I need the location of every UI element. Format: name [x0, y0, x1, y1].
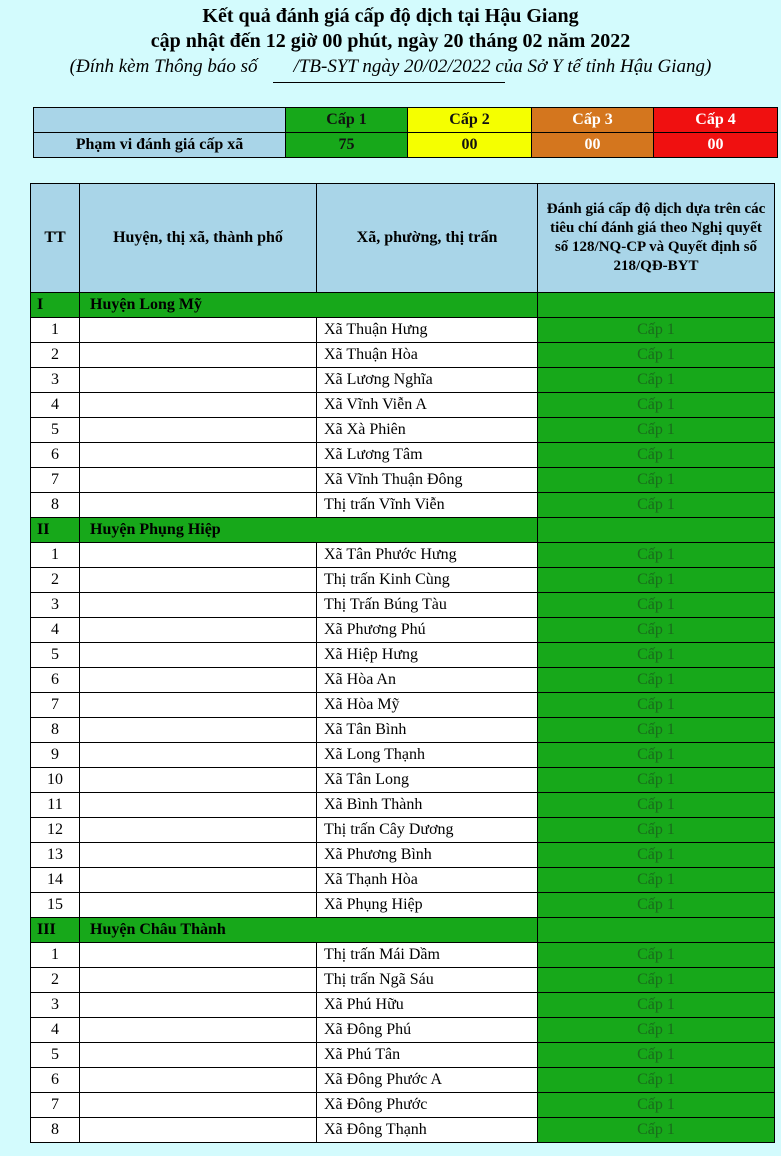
district-group-row	[31, 293, 775, 318]
level-cell: Cấp 1	[538, 1093, 775, 1118]
col-header-tt: TT	[31, 184, 80, 293]
row-number: 2	[31, 568, 80, 593]
district-cell	[80, 643, 317, 668]
table-row	[31, 818, 775, 843]
commune-name: Xã Phú Tân	[317, 1043, 538, 1068]
table-row	[31, 343, 775, 368]
commune-name: Xã Đông Phước A	[317, 1068, 538, 1093]
attachment-note-suffix: /TB-SYT ngày 20/02/2022 của Sở Y tế tỉnh Hậu Giang)	[293, 56, 712, 77]
level-cell: Cấp 1	[538, 968, 775, 993]
level-cell: Cấp 1	[538, 543, 775, 568]
table-row	[31, 618, 775, 643]
report-attachment-note	[0, 55, 781, 79]
row-number: 7	[31, 693, 80, 718]
summary-row-label: Phạm vi đánh giá cấp xã	[34, 133, 286, 158]
row-number: 2	[31, 343, 80, 368]
table-body	[31, 293, 775, 1143]
district-cell	[80, 668, 317, 693]
district-cell	[80, 468, 317, 493]
district-cell	[80, 443, 317, 468]
row-number: 5	[31, 643, 80, 668]
table-row	[31, 843, 775, 868]
row-number: 4	[31, 1018, 80, 1043]
district-level-cell	[538, 918, 775, 943]
commune-name: Xã Phương Phú	[317, 618, 538, 643]
district-cell	[80, 843, 317, 868]
level-1-header: Cấp 1	[286, 108, 408, 133]
district-cell	[80, 1068, 317, 1093]
level-cell: Cấp 1	[538, 793, 775, 818]
table-row	[31, 993, 775, 1018]
district-cell	[80, 343, 317, 368]
commune-name: Xã Đông Phú	[317, 1018, 538, 1043]
summary-corner-cell	[34, 108, 286, 133]
assessment-table	[30, 183, 775, 1143]
district-cell	[80, 1118, 317, 1143]
row-number: 3	[31, 593, 80, 618]
row-number: 6	[31, 1068, 80, 1093]
commune-name: Xã Xà Phiên	[317, 418, 538, 443]
table-row	[31, 468, 775, 493]
level-2-count: 00	[408, 133, 532, 158]
commune-name: Xã Phương Bình	[317, 843, 538, 868]
district-name: Huyện Phụng Hiệp	[80, 518, 538, 543]
district-name: Huyện Long Mỹ	[80, 293, 538, 318]
row-number: 4	[31, 393, 80, 418]
row-number: 1	[31, 543, 80, 568]
commune-name: Xã Đông Thạnh	[317, 1118, 538, 1143]
level-cell: Cấp 1	[538, 818, 775, 843]
level-cell: Cấp 1	[538, 318, 775, 343]
level-cell: Cấp 1	[538, 893, 775, 918]
commune-name: Xã Tân Phước Hưng	[317, 543, 538, 568]
level-cell: Cấp 1	[538, 868, 775, 893]
district-cell	[80, 1018, 317, 1043]
commune-name: Xã Hòa Mỹ	[317, 693, 538, 718]
district-cell	[80, 568, 317, 593]
table-row	[31, 1018, 775, 1043]
district-cell	[80, 393, 317, 418]
commune-name: Xã Vĩnh Thuận Đông	[317, 468, 538, 493]
level-cell: Cấp 1	[538, 468, 775, 493]
level-cell: Cấp 1	[538, 993, 775, 1018]
table-row	[31, 793, 775, 818]
level-cell: Cấp 1	[538, 1118, 775, 1143]
row-number: 6	[31, 668, 80, 693]
district-cell	[80, 1043, 317, 1068]
table-row	[31, 318, 775, 343]
table-row	[31, 1043, 775, 1068]
row-number: 11	[31, 793, 80, 818]
level-cell: Cấp 1	[538, 1018, 775, 1043]
row-number: 12	[31, 818, 80, 843]
district-cell	[80, 818, 317, 843]
district-roman-number: II	[31, 518, 80, 543]
row-number: 1	[31, 318, 80, 343]
level-4-count: 00	[654, 133, 778, 158]
table-row	[31, 718, 775, 743]
district-roman-number: I	[31, 293, 80, 318]
level-cell: Cấp 1	[538, 393, 775, 418]
level-cell: Cấp 1	[538, 768, 775, 793]
level-cell: Cấp 1	[538, 493, 775, 518]
level-cell: Cấp 1	[538, 693, 775, 718]
level-cell: Cấp 1	[538, 593, 775, 618]
commune-name: Xã Đông Phước	[317, 1093, 538, 1118]
row-number: 5	[31, 418, 80, 443]
row-number: 8	[31, 1118, 80, 1143]
table-row	[31, 968, 775, 993]
district-cell	[80, 718, 317, 743]
row-number: 8	[31, 718, 80, 743]
row-number: 4	[31, 618, 80, 643]
district-level-cell	[538, 293, 775, 318]
row-number: 7	[31, 468, 80, 493]
row-number: 1	[31, 943, 80, 968]
level-4-header: Cấp 4	[654, 108, 778, 133]
commune-name: Xã Thuận Hòa	[317, 343, 538, 368]
level-2-header: Cấp 2	[408, 108, 532, 133]
level-3-count: 00	[532, 133, 654, 158]
district-cell	[80, 893, 317, 918]
table-row	[31, 1068, 775, 1093]
row-number: 9	[31, 743, 80, 768]
row-number: 5	[31, 1043, 80, 1068]
summary-table	[33, 107, 778, 158]
district-cell	[80, 993, 317, 1018]
level-cell: Cấp 1	[538, 643, 775, 668]
commune-name: Xã Bình Thành	[317, 793, 538, 818]
commune-name: Thị trấn Ngã Sáu	[317, 968, 538, 993]
commune-name: Xã Long Thạnh	[317, 743, 538, 768]
summary-count-row	[34, 133, 778, 158]
row-number: 13	[31, 843, 80, 868]
level-cell: Cấp 1	[538, 843, 775, 868]
row-number: 10	[31, 768, 80, 793]
district-group-row	[31, 918, 775, 943]
level-cell: Cấp 1	[538, 1043, 775, 1068]
report-update-time: cập nhật đến 12 giờ 00 phút, ngày 20 tháng 02 năm 2022	[150, 30, 631, 52]
table-row	[31, 393, 775, 418]
level-cell: Cấp 1	[538, 443, 775, 468]
col-header-commune: Xã, phường, thị trấn	[317, 184, 538, 293]
level-1-count: 75	[286, 133, 408, 158]
level-cell: Cấp 1	[538, 368, 775, 393]
commune-name: Xã Tân Bình	[317, 718, 538, 743]
district-cell	[80, 1093, 317, 1118]
commune-name: Xã Vĩnh Viễn A	[317, 393, 538, 418]
commune-name: Xã Tân Long	[317, 768, 538, 793]
row-number: 14	[31, 868, 80, 893]
table-row	[31, 443, 775, 468]
level-3-header: Cấp 3	[532, 108, 654, 133]
district-cell	[80, 618, 317, 643]
row-number: 8	[31, 493, 80, 518]
commune-name: Thị Trấn Búng Tàu	[317, 593, 538, 618]
district-cell	[80, 968, 317, 993]
row-number: 7	[31, 1093, 80, 1118]
district-cell	[80, 693, 317, 718]
commune-name: Thị trấn Kinh Cùng	[317, 568, 538, 593]
commune-name: Xã Phú Hữu	[317, 993, 538, 1018]
attachment-note-prefix: (Đính kèm Thông báo số	[69, 56, 258, 77]
district-cell	[80, 493, 317, 518]
col-header-assessment: Đánh giá cấp độ dịch dựa trên các tiêu chí đánh giá theo Nghị quyết số 128/NQ-CP và Quyết định số 218/QĐ-BYT	[538, 184, 775, 293]
district-cell	[80, 768, 317, 793]
district-cell	[80, 743, 317, 768]
table-row	[31, 643, 775, 668]
row-number: 3	[31, 368, 80, 393]
commune-name: Thị trấn Cây Dương	[317, 818, 538, 843]
district-cell	[80, 368, 317, 393]
row-number: 3	[31, 993, 80, 1018]
table-row	[31, 493, 775, 518]
table-row	[31, 593, 775, 618]
table-row	[31, 668, 775, 693]
table-row	[31, 893, 775, 918]
district-level-cell	[538, 518, 775, 543]
district-cell	[80, 868, 317, 893]
level-cell: Cấp 1	[538, 343, 775, 368]
district-cell	[80, 543, 317, 568]
district-cell	[80, 943, 317, 968]
level-cell: Cấp 1	[538, 743, 775, 768]
level-cell: Cấp 1	[538, 943, 775, 968]
level-cell: Cấp 1	[538, 718, 775, 743]
summary-header-row	[34, 108, 778, 133]
table-row	[31, 693, 775, 718]
district-cell	[80, 593, 317, 618]
table-row	[31, 368, 775, 393]
commune-name: Xã Phụng Hiệp	[317, 893, 538, 918]
commune-name: Xã Thạnh Hòa	[317, 868, 538, 893]
row-number: 2	[31, 968, 80, 993]
district-name: Huyện Châu Thành	[80, 918, 538, 943]
district-cell	[80, 418, 317, 443]
row-number: 6	[31, 443, 80, 468]
district-cell	[80, 793, 317, 818]
table-row	[31, 943, 775, 968]
commune-name: Xã Thuận Hưng	[317, 318, 538, 343]
table-row	[31, 418, 775, 443]
table-row	[31, 768, 775, 793]
title-underline	[273, 82, 505, 83]
commune-name: Thị trấn Mái Dầm	[317, 943, 538, 968]
report-title: Kết quả đánh giá cấp độ dịch tại Hậu Giang	[202, 5, 579, 27]
level-cell: Cấp 1	[538, 418, 775, 443]
level-cell: Cấp 1	[538, 1068, 775, 1093]
table-row	[31, 1118, 775, 1143]
commune-name: Xã Hòa An	[317, 668, 538, 693]
table-row	[31, 868, 775, 893]
level-cell: Cấp 1	[538, 568, 775, 593]
commune-name: Xã Hiệp Hưng	[317, 643, 538, 668]
table-row	[31, 743, 775, 768]
table-row	[31, 543, 775, 568]
col-header-district: Huyện, thị xã, thành phố	[80, 184, 317, 293]
commune-name: Xã Lương Nghĩa	[317, 368, 538, 393]
table-row	[31, 1093, 775, 1118]
commune-name: Xã Lương Tâm	[317, 443, 538, 468]
commune-name: Thị trấn Vĩnh Viễn	[317, 493, 538, 518]
district-roman-number: III	[31, 918, 80, 943]
level-cell: Cấp 1	[538, 668, 775, 693]
district-group-row	[31, 518, 775, 543]
level-cell: Cấp 1	[538, 618, 775, 643]
table-row	[31, 568, 775, 593]
district-cell	[80, 318, 317, 343]
table-header-row	[31, 184, 775, 293]
row-number: 15	[31, 893, 80, 918]
